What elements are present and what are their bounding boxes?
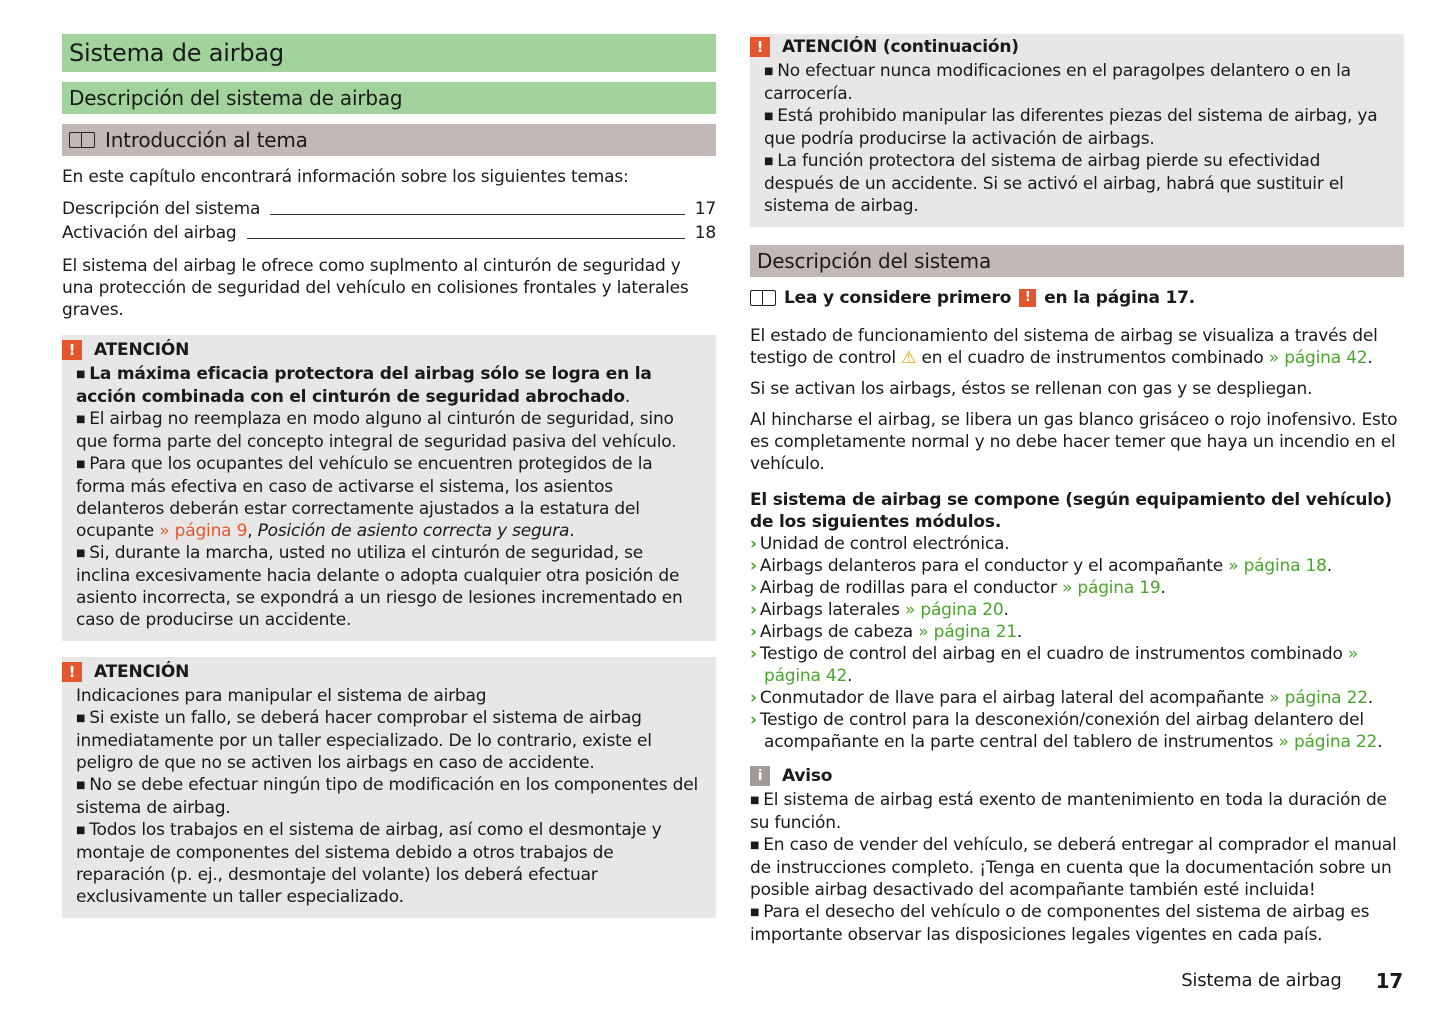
intro-heading: Introducción al tema xyxy=(62,124,716,156)
warning-box: ! ATENCIÓN Indicaciones para manipular el sistema de airbag ■ Si existe un fallo, se deberá hacer comprobar el sistema de airbag inmediatamente por un taller especializado. De lo contrario, existe el peligro de que no se activen los airbags en caso de accidente. ■ No se debe efectuar ningún tipo de modificación en los componentes del sistema de airbag. ■ Todos los trabajos en el sistema de airbag, así como el desmontaje y montaje de componentes del sistema debido a otros trabajos de reparación (p. ej., desmontaje del volante) los deberá efectuar exclusivamente un taller especializado. xyxy=(62,657,716,918)
arrow-icon: › xyxy=(750,578,757,598)
arrow-icon: › xyxy=(750,556,757,576)
modules-title: El sistema de airbag se compone (según equipamiento del vehículo) de los siguientes módulos. xyxy=(750,490,1392,532)
info-icon: i xyxy=(750,766,770,786)
toc-entry[interactable]: Activación del airbag 18 xyxy=(62,223,716,243)
airbag-warning-light-icon: ⚠ xyxy=(901,348,917,368)
page-link[interactable]: » página 21 xyxy=(918,622,1017,642)
body-paragraph: Si se activan los airbags, éstos se rellenan con gas y se despliegan. xyxy=(750,379,1313,399)
page-link[interactable]: » página 20 xyxy=(904,600,1004,620)
module-item: › Airbags delanteros para el conductor y el acompañante » página 18. xyxy=(750,556,1332,576)
warning-icon: ! xyxy=(62,662,82,682)
module-item: › Airbags laterales » página 20. xyxy=(750,600,1009,620)
arrow-icon: › xyxy=(750,688,757,708)
arrow-icon: › xyxy=(750,644,757,664)
arrow-icon: › xyxy=(750,622,757,642)
arrow-icon: › xyxy=(750,600,757,620)
page-link[interactable]: » página 22 xyxy=(1269,688,1368,708)
read-first-note: Lea y considere primero ! en la página 17. xyxy=(750,287,1404,309)
warning-box-continued: ! ATENCIÓN (continuación) ■ No efectuar nunca modificaciones en el paragolpes delantero o en la carrocería. ■ Está prohibido manipular las diferentes piezas del sistema de airbag, ya que podría producirse la activación de airbags. ■ La función protectora del sistema de airbag pierde su efectividad después de un accidente. Si se activó el airbag, habrá que sustituir el sistema de airbag. xyxy=(750,34,1404,227)
page-link[interactable]: » página 19 xyxy=(1061,578,1161,598)
intro-text: En este capítulo encontrará información sobre los siguientes temas: xyxy=(62,167,629,187)
body-paragraph: El sistema del airbag le ofrece como suplmento al cinturón de seguridad y una protección de seguridad del vehículo en colisiones frontales y laterales graves. xyxy=(62,256,689,320)
arrow-icon: › xyxy=(750,534,757,554)
left-column xyxy=(62,34,716,934)
page-number: 17 xyxy=(1375,969,1403,993)
page-link[interactable]: » página 42 xyxy=(764,644,1359,686)
page-link[interactable]: » página 22 xyxy=(1278,732,1378,752)
modules-list xyxy=(750,533,1404,753)
page-link[interactable]: » página 42 xyxy=(1268,348,1368,368)
section-heading: Descripción del sistema xyxy=(750,245,1404,277)
arrow-icon: › xyxy=(750,710,757,730)
warning-icon: ! xyxy=(62,340,82,360)
book-icon xyxy=(69,132,95,148)
module-item: › Testigo de control para la desconexión/conexión del airbag delantero del acompañante en la parte central del tablero de instrumentos » página 22. xyxy=(750,710,1383,752)
warning-icon: ! xyxy=(750,37,770,57)
page-link[interactable]: » página 18 xyxy=(1228,556,1327,576)
warning-box: ! ATENCIÓN ■ La máxima eficacia protectora del airbag sólo se logra en la acción combinada con el cinturón de seguridad abrochado. ■ El airbag no reemplaza en modo alguno al cinturón de seguridad, sino que forma parte del concepto integral de seguridad pasiva del vehículo. ■ Para que los ocupantes del vehículo se encuentren protegidos de la forma más efectiva en caso de activarse el sistema, los asientos delanteros deberán estar correctamente ajustados a la estatura del ocupante » página 9, Posición de asiento correcta y segura. ■ Si, durante la marcha, usted no utiliza el cinturón de seguridad, se inclina excesivamente hacia delante o adopta cualquier otra posición de asiento incorrecta, se expondrá a un riesgo de lesiones incrementado en caso de producirse un accidente. xyxy=(62,335,716,641)
body-paragraph: El estado de funcionamiento del sistema de airbag se visualiza a través del testigo de control ⚠ en el cuadro de instrumentos combinado » página 42. xyxy=(750,326,1378,368)
module-item: › Unidad de control electrónica. xyxy=(750,534,1010,554)
book-icon xyxy=(750,290,776,306)
module-item: › Airbags de cabeza » página 21. xyxy=(750,622,1023,642)
right-column: ! ATENCIÓN (continuación) ■ No efectuar nunca modificaciones en el paragolpes delantero o en la carrocería. ■ Está prohibido manipular las diferentes piezas del sistema de airbag, ya que podría producirse la activación de airbags. ■ La función protectora del sistema de airbag pierde su efectividad después de un accidente. Si se activó el airbag, habrá que sustituir el sistema de airbag. Descripción del sistema Lea y considere primero ! en la página 17. El estado de funcionamiento del sistema de airbag se visualiza a través del testigo de control ⚠ en el cuadro de instrumentos combinado » página 42. Si se activan los airbags, éstos se rellenan con gas y se despliegan. Al hincharse el airbag, se libera un gas blanco grisáceo o rojo inofensivo. Esto es completamente normal y no debe hacer temer que haya un incendio en el vehículo. El sistema de airbag se compone (según equipamiento del vehículo) de los siguientes módulos. › Unidad de control electrónica. › Airbags delanteros para el conductor y el acompañante » página 18. › Airbag de rodillas para el conductor » página 19. › Airbags laterales » página 20. › Airbags de cabeza » página 21. › Testigo de control del airbag en el cuadro de instrumentos combinado » página 42. › Conmutador de llave para el airbag lateral del acompañante » página 22. › Testigo de control para la desconexión/conexión del airbag delantero del acompañante en la parte central del tablero de instrumentos » página 22. i Aviso ■ El sistema de airbag está exento de mantenimiento en toda la duración de su función. ■ En caso de vender del vehículo, se deberá entregar al comprador el manual de instrucciones completo. ¡Tenga en cuenta que la documentación sobre un posible airbag desactivado del acompañante también esté incluida! ■ Para el desecho del vehículo o de componentes del sistema de airbag es importante observar las disposiciones legales vigentes en cada país. xyxy=(750,34,1404,946)
toc-entry[interactable]: Descripción del sistema 17 xyxy=(62,199,716,219)
section-title: Descripción del sistema de airbag xyxy=(62,82,716,114)
warning-icon: ! xyxy=(1019,289,1036,307)
body-paragraph: Al hincharse el airbag, se libera un gas blanco grisáceo o rojo inofensivo. Esto es completamente normal y no debe hacer temer que haya un incendio en el vehículo. xyxy=(750,410,1398,474)
aviso-heading: i Aviso xyxy=(750,765,1404,787)
module-item: › Conmutador de llave para el airbag lateral del acompañante » página 22. xyxy=(750,688,1374,708)
module-item: › Testigo de control del airbag en el cuadro de instrumentos combinado » página 42. xyxy=(750,644,1359,686)
page-link[interactable]: » página 9 xyxy=(159,521,248,541)
page-footer: Sistema de airbag 17 xyxy=(1181,969,1403,993)
chapter-title: Sistema de airbag xyxy=(62,34,716,72)
module-item: › Airbag de rodillas para el conductor » página 19. xyxy=(750,578,1166,598)
